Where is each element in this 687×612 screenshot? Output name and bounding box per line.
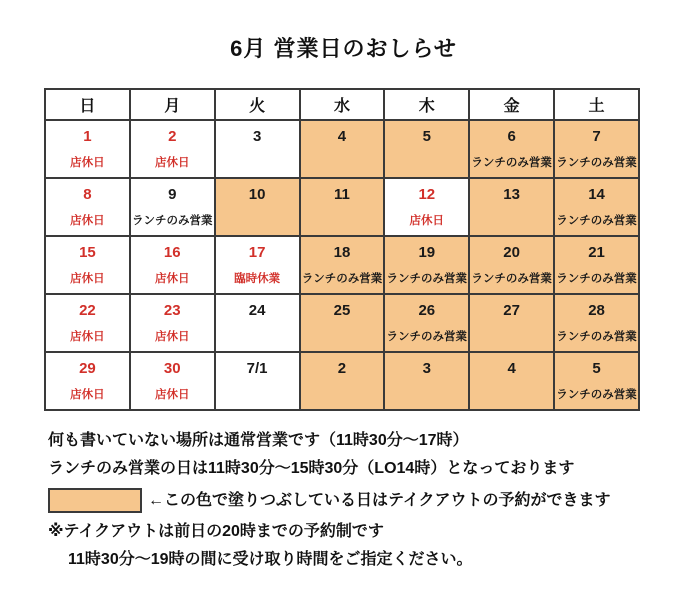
day-status-label: ランチのみ営業: [386, 273, 468, 285]
day-number: 8: [83, 186, 92, 203]
day-number: 4: [337, 128, 347, 145]
calendar-day-cell: [300, 294, 385, 352]
day-number: 30: [163, 360, 181, 377]
day-number: 19: [418, 244, 436, 261]
day-status-label: ランチのみ営業: [556, 157, 637, 169]
day-number: 9: [168, 186, 177, 203]
calendar-day-cell: [215, 236, 300, 294]
note-pickup-time: 11時30分～19時の間に受け取り時間をご指定ください。: [68, 551, 473, 568]
day-number: 15: [79, 244, 96, 261]
calendar-day-cell: [554, 294, 639, 352]
day-number: 26: [418, 302, 436, 319]
note-normal-hours: 何も書いていない場所は通常営業です（11時30分～17時）: [48, 432, 469, 449]
calendar-week-row: [45, 120, 639, 178]
day-number: 14: [588, 186, 605, 203]
day-status-label: ランチのみ営業: [556, 331, 637, 343]
day-status-label: ランチのみ営業: [471, 273, 552, 285]
calendar-day-cell: [45, 294, 130, 352]
notes-section: [48, 432, 687, 569]
calendar-day-cell: [215, 178, 300, 236]
day-number: 12: [418, 186, 436, 203]
day-status-label: ランチのみ営業: [556, 389, 637, 401]
day-number: 24: [248, 302, 266, 319]
calendar-day-cell: [554, 178, 639, 236]
day-number: 10: [248, 186, 266, 203]
calendar-day-cell: [554, 352, 639, 410]
day-status-label: 店休日: [70, 215, 105, 227]
legend-row: [48, 488, 687, 513]
calendar-day-cell: [215, 352, 300, 410]
day-number: 25: [333, 302, 351, 319]
day-status-label: ランチのみ営業: [386, 331, 468, 343]
calendar-week-row: [45, 352, 639, 410]
day-number: 23: [163, 302, 181, 319]
day-status-label: 臨時休業: [234, 273, 281, 285]
day-status-label: ランチのみ営業: [132, 215, 213, 227]
calendar-day-cell: [300, 236, 385, 294]
day-number: 5: [592, 360, 601, 377]
day-number: 17: [248, 244, 266, 261]
calendar-day-cell: [45, 178, 130, 236]
day-number: 29: [79, 360, 96, 377]
weekday-header-thu: 木: [384, 89, 469, 120]
day-status-label: ランチのみ営業: [471, 157, 552, 169]
calendar-day-cell: [469, 236, 554, 294]
calendar-day-cell: [384, 236, 469, 294]
calendar-day-cell: [130, 236, 215, 294]
weekday-header-row: [45, 89, 639, 120]
day-status-label: ランチのみ営業: [301, 273, 383, 285]
highlight-color-swatch: [48, 488, 142, 513]
calendar-day-cell: [130, 352, 215, 410]
weekday-header-sun: 日: [45, 89, 130, 120]
calendar-day-cell: [45, 120, 130, 178]
calendar-day-cell: [469, 352, 554, 410]
day-number: 4: [507, 360, 516, 377]
calendar-week-row: [45, 178, 639, 236]
calendar-day-cell: [384, 352, 469, 410]
day-status-label: 店休日: [409, 215, 445, 227]
day-number: 20: [503, 244, 520, 261]
day-number: 5: [422, 128, 431, 145]
day-number: 3: [422, 360, 431, 377]
calendar-day-cell: [300, 120, 385, 178]
day-status-label: 店休日: [155, 389, 190, 401]
calendar-day-cell: [469, 178, 554, 236]
day-number: 6: [507, 128, 516, 145]
calendar-day-cell: [45, 236, 130, 294]
day-status-label: ランチのみ営業: [556, 215, 637, 227]
calendar-day-cell: [554, 236, 639, 294]
calendar-day-cell: [215, 120, 300, 178]
calendar-day-cell: [469, 294, 554, 352]
calendar-day-cell: [300, 178, 385, 236]
day-number: 11: [334, 186, 350, 203]
calendar-table: [44, 88, 640, 411]
weekday-header-sat: 土: [554, 89, 639, 120]
day-status-label: 店休日: [70, 389, 105, 401]
note-takeout-rule: ※テイクアウトは前日の20時までの予約制です: [48, 523, 384, 540]
calendar-day-cell: [215, 294, 300, 352]
day-number: 16: [163, 244, 181, 261]
calendar-day-cell: [554, 120, 639, 178]
calendar-week-row: [45, 294, 639, 352]
calendar-day-cell: [384, 120, 469, 178]
day-status-label: 店休日: [155, 157, 190, 169]
page-title: 6月 営業日のおしらせ: [230, 36, 457, 61]
day-status-label: 店休日: [70, 273, 105, 285]
day-number: 22: [79, 302, 96, 319]
calendar-day-cell: [469, 120, 554, 178]
day-status-label: ランチのみ営業: [556, 273, 637, 285]
day-number: 27: [503, 302, 520, 319]
day-number: 7/1: [246, 360, 268, 377]
day-number: 2: [337, 360, 347, 377]
day-number: 21: [588, 244, 605, 261]
calendar-day-cell: [130, 120, 215, 178]
day-status-label: 店休日: [155, 331, 190, 343]
weekday-header-tue: 火: [215, 89, 300, 120]
weekday-header-fri: 金: [469, 89, 554, 120]
calendar-week-row: [45, 236, 639, 294]
day-number: 13: [503, 186, 520, 203]
calendar-body: [45, 120, 639, 410]
calendar-day-cell: [384, 178, 469, 236]
day-status-label: 店休日: [155, 273, 190, 285]
day-number: 2: [168, 128, 177, 145]
calendar-day-cell: [384, 294, 469, 352]
calendar-day-cell: [45, 352, 130, 410]
day-number: 3: [252, 128, 262, 145]
day-number: 18: [333, 244, 351, 261]
day-number: 28: [588, 302, 605, 319]
calendar-day-cell: [130, 178, 215, 236]
calendar-day-cell: [300, 352, 385, 410]
day-number: 1: [83, 128, 92, 145]
day-status-label: 店休日: [70, 331, 105, 343]
note-lunch-hours: ランチのみ営業の日は11時30分～15時30分（LO14時）となっております: [48, 460, 575, 477]
day-status-label: 店休日: [70, 157, 105, 169]
legend-text: ←この色で塗りつぶしている日はテイクアウトの予約ができます: [148, 491, 611, 509]
weekday-header-wed: 水: [300, 89, 385, 120]
weekday-header-mon: 月: [130, 89, 215, 120]
calendar-day-cell: [130, 294, 215, 352]
day-number: 7: [592, 128, 601, 145]
